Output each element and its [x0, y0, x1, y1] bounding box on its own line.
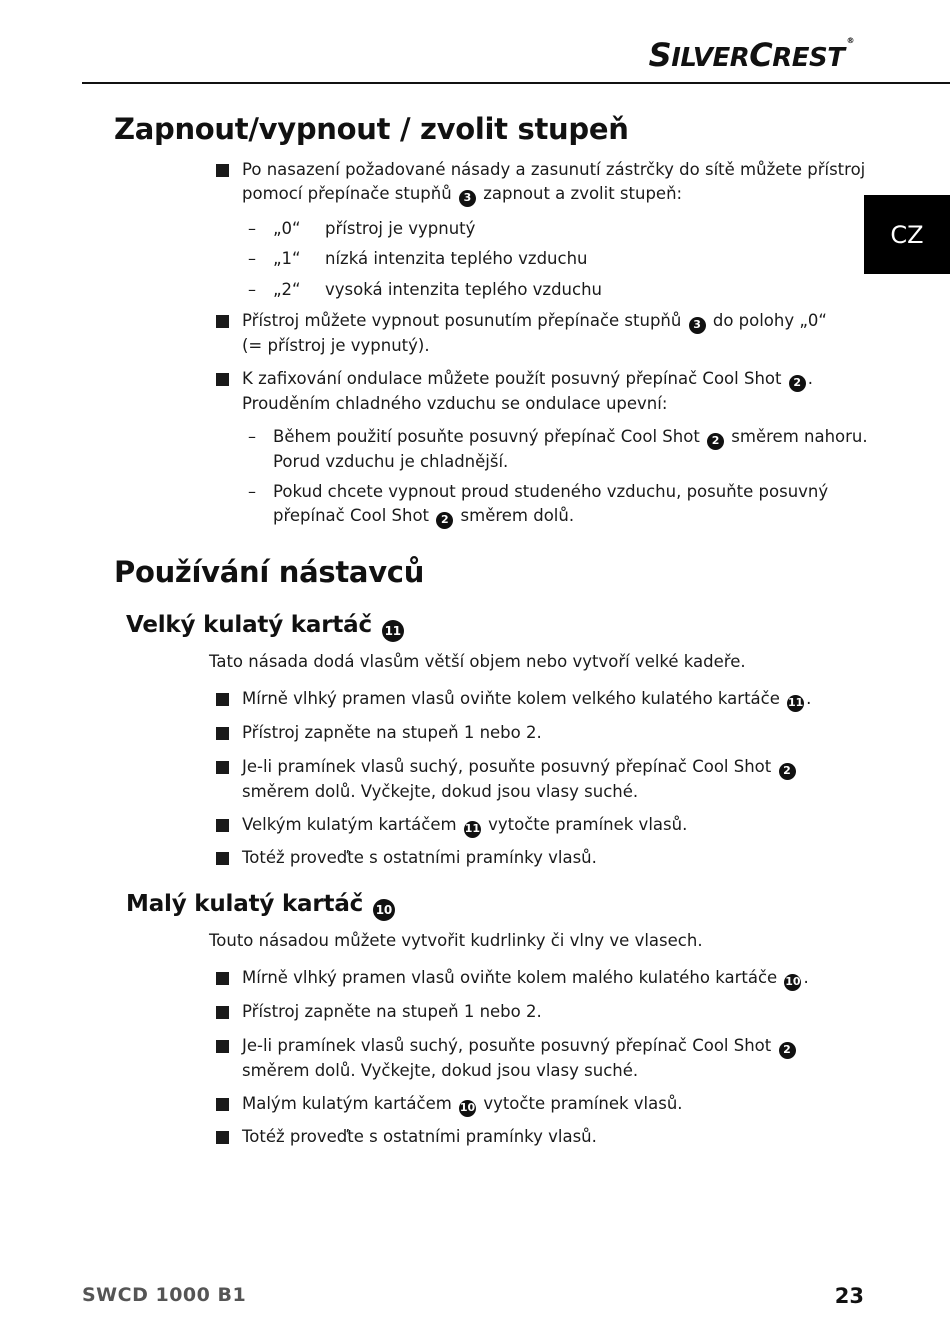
header-rule [82, 82, 950, 84]
brand-logo: SILVERCREST® [648, 36, 854, 74]
intro-text: Touto násadou můžete vytvořit kudrlinky či vlny ve vlasech. [209, 931, 703, 950]
bullet-icon [216, 1040, 229, 1053]
bullet-icon [216, 972, 229, 985]
number-badge-icon: 2 [707, 433, 724, 450]
bullet-icon [216, 727, 229, 740]
paragraph: Totéž proveďte s ostatními pramínky vlasů. [242, 1127, 597, 1146]
paragraph: Totéž proveďte s ostatními pramínky vlasů. [242, 848, 597, 867]
paragraph: Během použití posuňte posuvný přepínač Cool Shot 2 směrem nahoru. Porud vzduchu je chladnější. [273, 427, 868, 471]
subsection-title-large-brush: Velký kulatý kartáč 11 [126, 612, 406, 642]
paragraph: K zafixování ondulace můžete použít posuvný přepínač Cool Shot 2 . Prouděním chladného vzduchu se ondulace upevní: [242, 369, 813, 413]
number-badge-icon: 10 [459, 1100, 476, 1117]
number-badge-icon: 11 [382, 620, 404, 642]
paragraph: Mírně vlhký pramen vlasů oviňte kolem malého kulatého kartáče 10 . [242, 966, 809, 991]
dash-marker: – [248, 249, 256, 268]
page-number: 23 [834, 1284, 864, 1308]
paragraph: Pokud chcete vypnout proud studeného vzduchu, posuňte posuvný přepínač Cool Shot 2 směrem dolů. [273, 480, 828, 529]
intro-text: Tato násada dodá vlasům větší objem nebo vytvoří velké kadeře. [209, 652, 746, 671]
number-badge-icon: 10 [784, 974, 801, 991]
option-row: „2“ vysoká intenzita teplého vzduchu [273, 280, 603, 299]
bullet-icon [216, 761, 229, 774]
option-row: „1“ nízká intenzita teplého vzduchu [273, 249, 588, 268]
bullet-icon [216, 373, 229, 386]
bullet-icon [216, 1098, 229, 1111]
paragraph: Přístroj zapněte na stupeň 1 nebo 2. [242, 1002, 542, 1021]
number-badge-icon: 10 [373, 899, 395, 921]
paragraph: Přístroj můžete vypnout posunutím přepínače stupňů 3 do polohy „0“ (= přístroj je vypnutý). [242, 311, 827, 355]
subsection-title-small-brush: Malý kulatý kartáč 10 [126, 891, 397, 921]
paragraph: Je-li pramínek vlasů suchý, posuňte posuvný přepínač Cool Shot 2 směrem dolů. Vyčkejte, dokud jsou vlasy suché. [242, 755, 798, 804]
dash-marker: – [248, 280, 256, 299]
number-badge-icon: 3 [459, 190, 476, 207]
bullet-icon [216, 819, 229, 832]
language-tab: CZ [864, 195, 950, 274]
paragraph: Velkým kulatým kartáčem 11 vytočte pramínek vlasů. [242, 813, 687, 838]
paragraph: Po nasazení požadované násady a zasunutí zástrčky do sítě můžete přístroj pomocí přepínače stupňů 3 zapnout a zvolit stupeň: [242, 158, 865, 207]
bullet-icon [216, 852, 229, 865]
number-badge-icon: 2 [789, 375, 806, 392]
bullet-icon [216, 315, 229, 328]
number-badge-icon: 3 [689, 317, 706, 334]
number-badge-icon: 2 [779, 763, 796, 780]
number-badge-icon: 11 [787, 695, 804, 712]
dash-marker: – [248, 427, 256, 446]
option-row: „0“ přístroj je vypnutý [273, 219, 476, 238]
paragraph: Mírně vlhký pramen vlasů oviňte kolem velkého kulatého kartáče 11 . [242, 687, 811, 712]
bullet-icon [216, 693, 229, 706]
footer-model: SWCD 1000 B1 [82, 1284, 247, 1306]
bullet-icon [216, 1131, 229, 1144]
section-title-switch: Zapnout/vypnout / zvolit stupeň [114, 112, 629, 146]
paragraph: Přístroj zapněte na stupeň 1 nebo 2. [242, 723, 542, 742]
paragraph: Je-li pramínek vlasů suchý, posuňte posuvný přepínač Cool Shot 2 směrem dolů. Vyčkejte, dokud jsou vlasy suché. [242, 1034, 798, 1083]
dash-marker: – [248, 219, 256, 238]
bullet-icon [216, 164, 229, 177]
number-badge-icon: 2 [779, 1042, 796, 1059]
section-title-attachments: Používání nástavců [114, 555, 425, 589]
bullet-icon [216, 1006, 229, 1019]
dash-marker: – [248, 482, 256, 501]
number-badge-icon: 2 [436, 512, 453, 529]
paragraph: Malým kulatým kartáčem 10 vytočte pramínek vlasů. [242, 1092, 683, 1117]
number-badge-icon: 11 [464, 821, 481, 838]
